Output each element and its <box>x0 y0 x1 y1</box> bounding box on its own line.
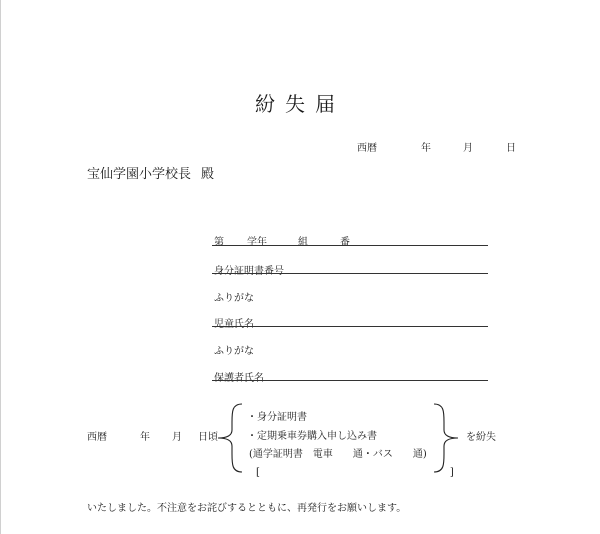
lost-date-month: 月 <box>172 432 182 443</box>
addressee-honorific: 殿 <box>201 167 215 182</box>
child-furigana-label: ふりがな <box>214 293 254 304</box>
lost-item-other-brackets: [ ] <box>256 467 454 478</box>
lost-item-commute-certificate: (通学証明書 電車 通・バス 通) <box>249 449 427 460</box>
child-name-label: 児童氏名 <box>214 319 254 330</box>
page-left-border <box>0 0 1 534</box>
id-number-field-line[interactable] <box>212 273 488 274</box>
lost-date-year: 年 <box>140 432 150 443</box>
grade-prefix-label: 第 <box>214 237 224 248</box>
addressee-name: 宝仙学園小学校長 <box>87 167 192 182</box>
lost-date-approx: 日頃 <box>198 432 218 443</box>
date-era-label: 西暦 <box>357 143 377 154</box>
addressee <box>87 163 214 182</box>
id-number-label: 身分証明書番号 <box>214 266 284 277</box>
guardian-furigana-label: ふりがな <box>214 346 254 357</box>
closing-statement: いたしました。不注意をお詫びするとともに、再発行をお願いします。 <box>87 503 407 514</box>
grade-label: 学年 <box>247 237 267 248</box>
lost-item-id-card: ・身分証明書 <box>247 412 307 423</box>
right-brace <box>432 402 462 474</box>
guardian-name-label: 保護者氏名 <box>214 373 264 384</box>
lost-date-era: 西暦 <box>87 432 107 443</box>
left-brace <box>214 402 244 474</box>
lost-item-commuter-pass-form: ・定期乗車券購入申し込み書 <box>247 431 377 442</box>
date-year-label: 年 <box>421 143 431 154</box>
child-name-field-line[interactable] <box>212 326 488 327</box>
document-title: 紛失届 <box>255 92 345 116</box>
guardian-name-field-line[interactable] <box>212 380 488 381</box>
class-label: 組 <box>298 237 308 248</box>
date-day-label: 日 <box>506 143 516 154</box>
grade-field-line[interactable] <box>212 245 488 246</box>
lost-suffix: を紛失 <box>466 432 496 443</box>
number-label: 番 <box>340 237 350 248</box>
date-month-label: 月 <box>463 143 473 154</box>
